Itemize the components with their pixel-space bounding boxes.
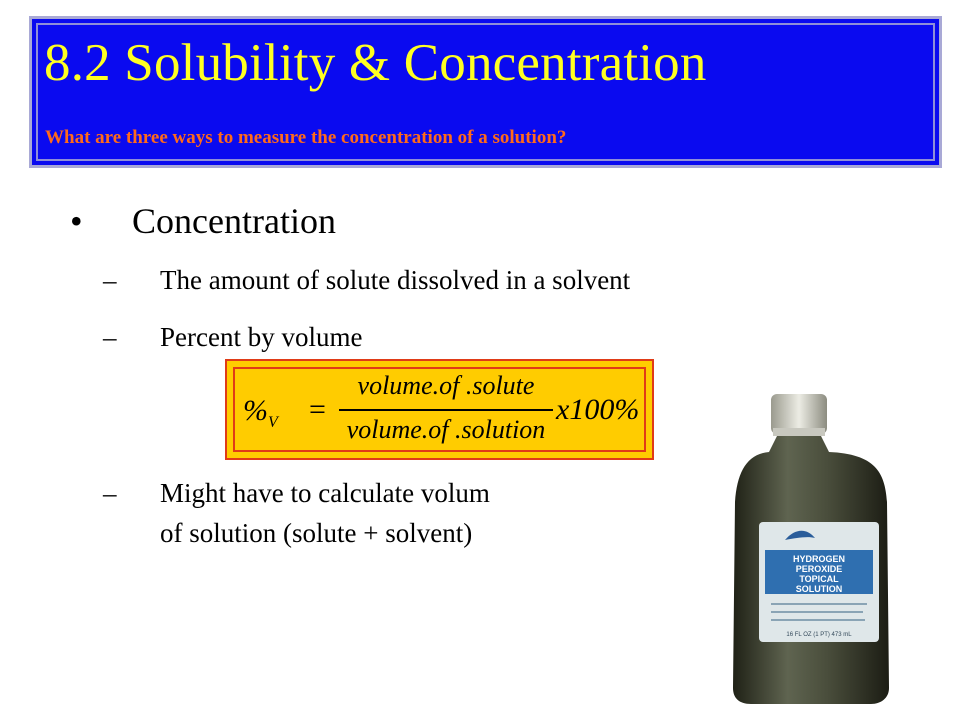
slide-title: 8.2 Solubility & Concentration [44, 34, 707, 92]
slide-subtitle: What are three ways to measure the concentration of a solution? [45, 127, 567, 148]
bullet-main-text: Concentration [132, 201, 336, 241]
label-line-3: TOPICAL [799, 574, 839, 584]
dash-marker: – [103, 265, 117, 295]
label-line-2: PEROXIDE [795, 564, 843, 574]
formula-box [225, 359, 654, 460]
dash-marker: – [103, 322, 117, 352]
dash-marker: – [103, 478, 117, 508]
volume-subscript: V [268, 414, 278, 431]
label-line-1: HYDROGEN [792, 554, 846, 564]
formula-denominator: volume.of .solution [346, 415, 546, 444]
subbullet-text: Percent by volume [160, 322, 363, 352]
bullet-dot: • [70, 201, 83, 241]
subbullet-text: The amount of solute dissolved in a solvent [160, 265, 631, 295]
title-banner [29, 16, 942, 168]
formula-frame [233, 367, 646, 452]
formula-numerator: volume.of .solute [357, 371, 535, 400]
percent-sign: % [243, 394, 268, 427]
formula-multiplier: x100% [556, 393, 640, 426]
label-volume: 16 FL OZ (1 PT) 473 mL [786, 632, 852, 638]
fraction-bar [339, 409, 553, 411]
cap-ring [773, 428, 825, 436]
subbullet-continuation: of solution (solute + solvent) [160, 518, 473, 548]
formula-lhs [243, 394, 278, 432]
label-line-4: SOLUTION [795, 584, 843, 594]
subbullet-text: Might have to calculate volum [160, 478, 490, 508]
hydrogen-peroxide-bottle-image [725, 392, 915, 708]
formula-equals: = [309, 393, 326, 426]
